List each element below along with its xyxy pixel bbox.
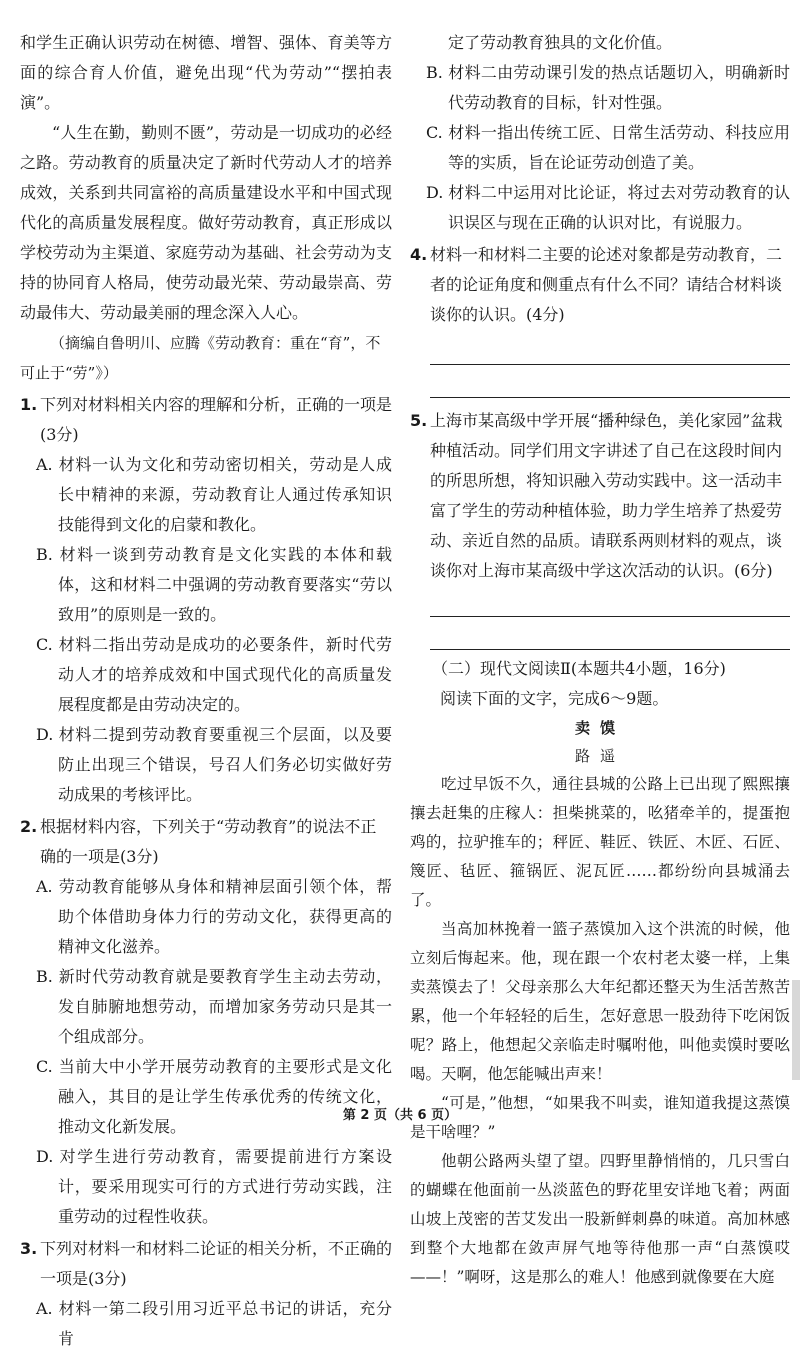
option-c: C. 当前大中小学开展劳动教育的主要形式是文化融入，其目的是让学生传承优秀的传统文化，推动文化新发展。 <box>36 1057 392 1136</box>
question-stem: 下列对材料一和材料二论证的相关分析，不正确的一项是(3分) <box>40 1239 393 1288</box>
material-paragraph: 和学生正确认识劳动在树德、增智、强体、育美等方面的综合育人价值，避免出现“代为劳动”“摆拍表演”。 <box>20 33 392 112</box>
option-d: D. 材料二中运用对比论证，将过去对劳动教育的认识误区与现在正确的认识对比，有说服力。 <box>426 183 790 232</box>
option-d: D. 材料二提到劳动教育要重视三个层面，以及要防止出现三个错误，号召人们务必切实做好劳动成果的考核评比。 <box>36 725 392 804</box>
source-citation: （摘编自鲁明川、应腾《劳动教育：重在“育”，不可止于“劳”》） <box>20 334 381 382</box>
section-title: （二）现代文阅读Ⅱ(本题共4小题，16分) <box>432 659 726 678</box>
option-d: D. 对学生进行劳动教育，需要提前进行方案设计，要采用现实可行的方式进行劳动实践，注重劳动的过程性收获。 <box>36 1147 392 1226</box>
question-number: 3. <box>20 1239 38 1258</box>
page-footer: 第 2 页（共 6 页） <box>342 1108 458 1123</box>
option-a: A. 材料一第二段引用习近平总书记的讲话，充分肯 <box>36 1299 392 1348</box>
option-a-continued: 定了劳动教育独具的文化价值。 <box>448 33 673 52</box>
question-stem: 下列对材料相关内容的理解和分析，正确的一项是(3分) <box>40 395 393 444</box>
option-a: A. 劳动教育能够从身体和精神层面引领个体，帮助个体借助身体力行的劳动文化，获得更高的精神文化滋养。 <box>36 877 392 956</box>
question-2 <box>20 812 392 1232</box>
answer-line[interactable] <box>430 649 790 650</box>
option-b: B. 新时代劳动教育就是要教育学生主动去劳动，发自肺腑地想劳动，而增加家务劳动只是其一个组成部分。 <box>36 967 392 1046</box>
right-column <box>410 28 790 1292</box>
question-number: 1. <box>20 395 38 414</box>
answer-line[interactable] <box>430 397 790 398</box>
option-b: B. 材料一谈到劳动教育是文化实践的本体和载体，这和材料二中强调的劳动教育要落实“劳以致用”的原则是一致的。 <box>36 545 392 624</box>
question-stem: 根据材料内容，下列关于“劳动教育”的说法不正确的一项是(3分) <box>40 817 377 866</box>
story-paragraph: 吃过早饭不久，通往县城的公路上已出现了熙熙攘攘去赶集的庄稼人：担柴挑菜的，吆猪牵羊的，提蛋抱鸡的，拉驴推车的；秤匠、鞋匠、铁匠、木匠、石匠、篾匠、毡匠、箍锅匠、泥瓦匠……都纷纷向县城涌去了。 <box>410 775 790 909</box>
material-paragraph: “人生在勤，勤则不匮”，劳动是一切成功的必经之路。劳动教育的质量决定了新时代劳动人才的培养成效，关系到共同富裕的高质量建设水平和中国式现代化的高质量发展程度。做好劳动教育，真正形成以学校劳动为主渠道、家庭劳动为基础、社会劳动为支持的协同育人格局，使劳动最光荣、劳动最崇高、劳动最伟大、劳动最美丽的理念深入人心。 <box>20 123 392 322</box>
question-stem: 上海市某高级中学开展“播种绿色，美化家园”盆栽种植活动。同学们用文字讲述了自己在这段时间内的所思所想，将知识融入劳动实践中。这一活动丰富了学生的劳动种植体验，助力学生培养了热爱劳动、亲近自然的品质。请联系两则材料的观点，谈谈你对上海市某高级中学这次活动的认识。(6分) <box>430 411 783 580</box>
question-stem: 材料一和材料二主要的论述对象都是劳动教育，二者的论证角度和侧重点有什么不同？请结合材料谈谈你的认识。(4分) <box>430 245 783 324</box>
question-number: 5. <box>410 411 428 430</box>
story-title: 卖馍 <box>574 719 625 737</box>
option-b: B. 材料二由劳动课引发的热点话题切入，明确新时代劳动教育的目标，针对性强。 <box>426 63 790 112</box>
story-paragraph: 他朝公路两头望了望。四野里静悄悄的，几只雪白的蝴蝶在他面前一丛淡蓝色的野花里安详地飞着；两面山坡上茂密的苦艾发出一股新鲜刺鼻的味道。高加林感到整个大地都在敛声屏气地等待他那一声“白蒸馍哎——！”啊呀，这是那么的难人！他感到就像要在大庭 <box>410 1152 790 1286</box>
option-c: C. 材料二指出劳动是成功的必要条件，新时代劳动人才的培养成效和中国式现代化的高质量发展程度都是由劳动决定的。 <box>36 635 392 714</box>
question-1 <box>20 390 392 810</box>
story-paragraph: 当高加林挽着一篮子蒸馍加入这个洪流的时候，他立刻后悔起来。他，现在跟一个农村老太婆一样，上集卖蒸馍去了！父母亲那么大年纪都还整天为生活苦熬苦累，他一个年轻轻的后生，怎好意思一股劲待下吃闲饭呢？路上，他想起父亲临走时嘱咐他，叫他卖馍时要吆喝。天啊，他怎能喊出声来！ <box>410 920 790 1083</box>
page-edge-shadow <box>792 980 800 1080</box>
question-number: 2. <box>20 817 38 836</box>
question-number: 4. <box>410 245 428 264</box>
section-instruction: 阅读下面的文字，完成6～9题。 <box>440 689 669 708</box>
question-4 <box>410 240 790 398</box>
option-c: C. 材料一指出传统工匠、日常生活劳动、科技应用等的实质，旨在论证劳动创造了美。 <box>426 123 790 172</box>
left-column <box>20 28 392 1354</box>
story-paragraph: “可是，”他想，“如果我不叫卖，谁知道我提这蒸馍是干啥哩？” <box>410 1094 790 1141</box>
question-5 <box>410 406 790 650</box>
question-3 <box>20 1234 392 1354</box>
option-a: A. 材料一认为文化和劳动密切相关，劳动是人成长中精神的来源，劳动教育让人通过传承知识技能得到文化的启蒙和教化。 <box>36 455 392 534</box>
story-author: 路遥 <box>574 747 625 765</box>
